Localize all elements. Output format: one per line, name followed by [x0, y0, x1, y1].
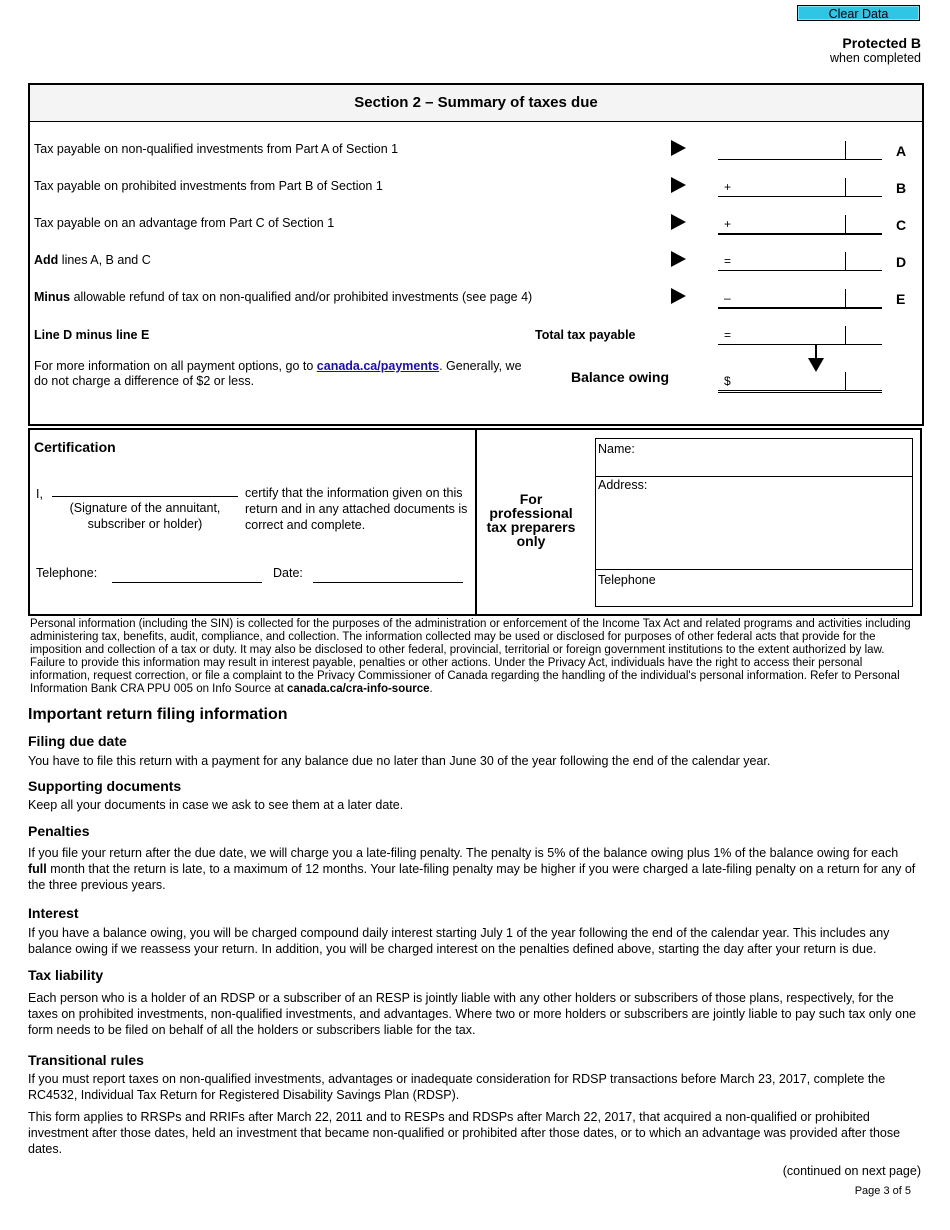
interest-heading: Interest [28, 905, 79, 921]
preparer-name-field[interactable] [596, 439, 912, 477]
arrow-down-icon [808, 358, 824, 372]
row-e-label [34, 290, 532, 304]
balance-owing-label: Balance owing [571, 369, 670, 385]
row-c-label: Tax payable on an advantage from Part C of Section 1 [34, 216, 335, 230]
transitional-rules-text-1: If you must report taxes on non-qualified investments, advantages or inadequate consideration for RDSP transactions before March 23, 2017, complete the RC4532, Individual Tax Return for Registered Disability Savings Plan (RDSP). [28, 1072, 886, 1102]
certify-text: certify that the information given on this return and in any attached documents is correct and complete. [245, 486, 468, 532]
filing-due-date-heading: Filing due date [28, 733, 127, 749]
line-c-field[interactable] [718, 215, 882, 235]
total-op: = [724, 328, 732, 342]
protected-title: Protected B [842, 35, 921, 51]
certification-title: Certification [34, 439, 116, 455]
arrow-right-icon [671, 288, 686, 304]
row-d-text: lines A, B and C [58, 253, 151, 267]
penalties-full: full [28, 862, 47, 876]
tax-liability-text: Each person who is a holder of an RDSP or a subscriber of an RESP is jointly liable with any other holders or subscribers of those plans, respectively, for the taxes on prohibited investments, non-qualified investments, and advantages. Where two or more holders or subscribers are jointly liable to pay such tax only one form needs to be filed on behalf of all the holders or subscribers liable for the tax. [28, 991, 916, 1037]
line-d-field[interactable] [718, 252, 882, 271]
privacy-statement [30, 618, 922, 696]
name-label: Name: [598, 442, 635, 456]
dollar-sign: $ [724, 374, 731, 388]
arrow-right-icon [671, 177, 686, 193]
clear-data-button[interactable]: Clear Data [797, 5, 920, 21]
date-field[interactable] [313, 582, 463, 583]
privacy-end: . [429, 683, 433, 695]
row-e-text: allowable refund of tax on non-qualified and/or prohibited investments (see page 4) [70, 290, 533, 304]
page-number: Page 3 of 5 [854, 1185, 911, 1197]
line-e-op: – [724, 291, 731, 305]
line-c-op: + [724, 217, 732, 231]
privacy-text: Personal information (including the SIN) is collected for the purposes of the administration or enforcement of the Income Tax Act and related programs and activities including administering tax, benefits, audit, compliance, and collection. The information collected may be used or disclosed for purposes of other federal acts that provide for the imposition and collection of a tax or duty. It may also be disclosed to other federal, provincial, territorial or foreign government institutions to the extent authorized by law. Failure to provide this information may result in interest payable, penalties or other actions. Under the Privacy Act, individuals have the right to access their personal information, request correction, or file a complaint to the Privacy Commissioner of Canada regarding the handling of the individual's personal information. Refer to Personal Information Bank CRA PPU 005 on Info Source at [30, 618, 911, 695]
payments-link[interactable]: canada.ca/payments [316, 359, 440, 373]
preparer-telephone-label: Telephone [598, 573, 656, 587]
arrow-right-icon [671, 251, 686, 267]
section-2-title: Section 2 – Summary of taxes due [30, 85, 922, 122]
balance-owing-field[interactable] [718, 372, 882, 393]
certification-box [28, 428, 477, 616]
preparer-telephone-field[interactable] [596, 570, 912, 606]
row-d-label [34, 253, 151, 267]
row-e-bold: Minus [34, 290, 71, 304]
line-a-field[interactable] [718, 141, 882, 160]
transitional-rules-heading: Transitional rules [28, 1052, 144, 1068]
arrow-down-stem [815, 345, 817, 359]
line-b-field[interactable] [718, 178, 882, 197]
penalties-text-2: month that the return is late, to a maximum of 12 months. Your late-filing penalty may be higher if you were charged a late-filing penalty on a return for any of the three previous years. [28, 862, 916, 892]
protected-subtitle: when completed [829, 51, 921, 65]
address-label: Address: [598, 478, 648, 492]
line-e-field[interactable] [718, 289, 882, 309]
arrow-right-icon [671, 140, 686, 156]
signature-field[interactable] [52, 496, 238, 497]
line-d-op: = [724, 254, 732, 268]
line-e-letter: E [896, 291, 906, 307]
penalties-heading: Penalties [28, 823, 90, 839]
arrow-right-icon [671, 214, 686, 230]
row-a-label: Tax payable on non-qualified investments from Part A of Section 1 [34, 142, 399, 156]
row-b-label: Tax payable on prohibited investments from Part B of Section 1 [34, 179, 383, 193]
total-tax-payable-field[interactable] [718, 326, 882, 345]
interest-text: If you have a balance owing, you will be charged compound daily interest starting July 1 of the year following the end of the calendar year. This includes any balance owing if we reassess your return. In addition, you will be charged interest on the penalties defined above, starting the day after your return is due. [28, 926, 890, 956]
line-c-letter: C [896, 217, 907, 233]
section-2-summary [28, 83, 924, 426]
info-source-link: canada.ca/cra-info-source [286, 683, 430, 695]
transitional-rules-text-2: This form applies to RRSPs and RRIFs after March 22, 2011 and to RESPs and RDSPs after March 22, 2017, that acquired a non-qualified or prohibited investment after those dates, held an investment that became non-qualified or prohibited after those dates, or to which an advantage was provided after those dates. [28, 1110, 901, 1156]
payment-info-post: . Generally, we do not charge a difference of $2 or less. [34, 359, 522, 388]
preparer-info-box [595, 438, 913, 607]
line-b-letter: B [896, 180, 907, 196]
tax-liability-heading: Tax liability [28, 967, 104, 983]
line-d-minus-e-label: Line D minus line E [34, 328, 150, 342]
telephone-field[interactable] [112, 582, 262, 583]
total-tax-payable-label: Total tax payable [535, 328, 636, 342]
filing-due-date-text: You have to file this return with a payment for any balance due no later than June 30 of the year following the end of the calendar year. [28, 754, 771, 768]
protected-b-label [830, 36, 921, 65]
signature-caption: (Signature of the annuitant, subscriber or holder) [69, 501, 221, 531]
supporting-docs-heading: Supporting documents [28, 778, 182, 794]
professional-preparers-box [475, 428, 922, 616]
preparer-address-field[interactable] [596, 477, 912, 570]
continued-note: (continued on next page) [782, 1164, 921, 1178]
line-d-letter: D [896, 254, 907, 270]
penalties-text [28, 845, 920, 893]
certify-i: I, [36, 487, 43, 501]
line-a-letter: A [896, 143, 907, 159]
payment-info-pre: For more information on all payment options, go to [34, 359, 317, 373]
filing-info-title: Important return filing information [28, 706, 288, 723]
date-label: Date: [273, 566, 303, 580]
supporting-docs-text: Keep all your documents in case we ask to see them at a later date. [28, 798, 404, 812]
telephone-label: Telephone: [36, 566, 98, 580]
payment-info-text [34, 359, 529, 389]
line-b-op: + [724, 180, 732, 194]
row-d-bold: Add [34, 253, 59, 267]
professional-label: For professional tax preparers only [486, 491, 576, 549]
penalties-text-1: If you file your return after the due date, we will charge you a late-filing penalty. The penalty is 5% of the balance owing plus 1% of the balance owing for each [28, 846, 899, 860]
